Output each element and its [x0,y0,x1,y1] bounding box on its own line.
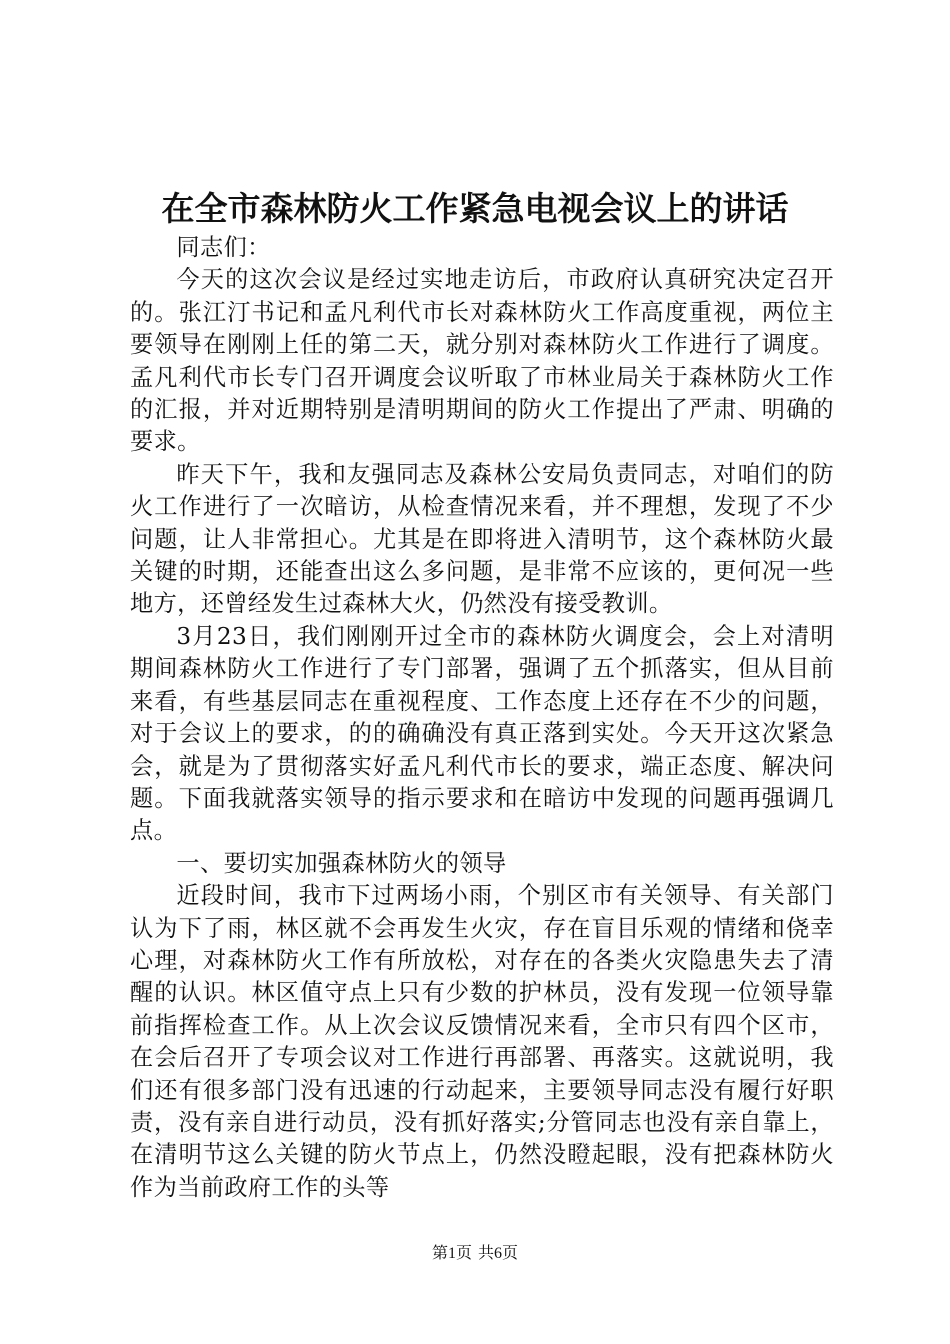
paragraph-salutation: 同志们： [176,234,271,261]
page-number-footer: 第1页 共6页 [431,1245,518,1262]
paragraph: 今天的这次会议是经过实地走访后，市政府认真研究决定召开的。张江汀书记和孟凡利代市长对森林防火工作高度重视，两位主要领导在刚刚上任的第二天，就分别对森林防火工作进行了调度。孟凡利代市长专门召开调度会议听取了市林业局关于森林防火工作的汇报，并对近期特别是清明期间的防火工作提出了严肃、明确的要求。 [130,266,834,456]
paragraph: 昨天下午，我和友强同志及森林公安局负责同志，对咱们的防火工作进行了一次暗访，从检查情况来看，并不理想，发现了不少问题，让人非常担心。尤其是在即将进入清明节，这个森林防火最关键的时期，还能查出这么多问题，是非常不应该的，更何况一些地方，还曾经发生过森林大火，仍然没有接受教训。 [130,460,834,618]
paragraph: 3月23日，我们刚刚开过全市的森林防火调度会，会上对清明期间森林防火工作进行了专门部署，强调了五个抓落实，但从目前来看，有些基层同志在重视程度、工作态度上还存在不少的问题，对于会议上的要求，的的确确没有真正落到实处。今天开这次紧急会，就是为了贯彻落实好孟凡利代市长的要求，端正态度、解决问题。下面我就落实领导的指示要求和在暗访中发现的问题再强调几点。 [130,622,834,845]
document-title: 在全市森林防火工作紧急电视会议上的讲话 [161,189,789,228]
section-heading: 一、要切实加强森林防火的领导 [176,849,507,877]
document-body [130,232,834,1204]
paragraph: 近段时间，我市下过两场小雨，个别区市有关领导、有关部门认为下了雨，林区就不会再发生火灾，存在盲目乐观的情绪和侥幸心理，对森林防火工作有所放松，对存在的各类火灾隐患失去了清醒的认识。林区值守点上只有少数的护林员，没有发现一位领导靠前指挥检查工作。从上次会议反馈情况来看，全市只有四个区市，在会后召开了专项会议对工作进行再部署、再落实。这就说明，我们还有很多部门没有迅速的行动起来，主要领导同志没有履行好职责，没有亲自进行动员，没有抓好落实;分管同志也没有亲自靠上，在清明节这么关键的防火节点上，仍然没瞪起眼，没有把森林防火作为当前政府工作的头等 [130,882,834,1201]
